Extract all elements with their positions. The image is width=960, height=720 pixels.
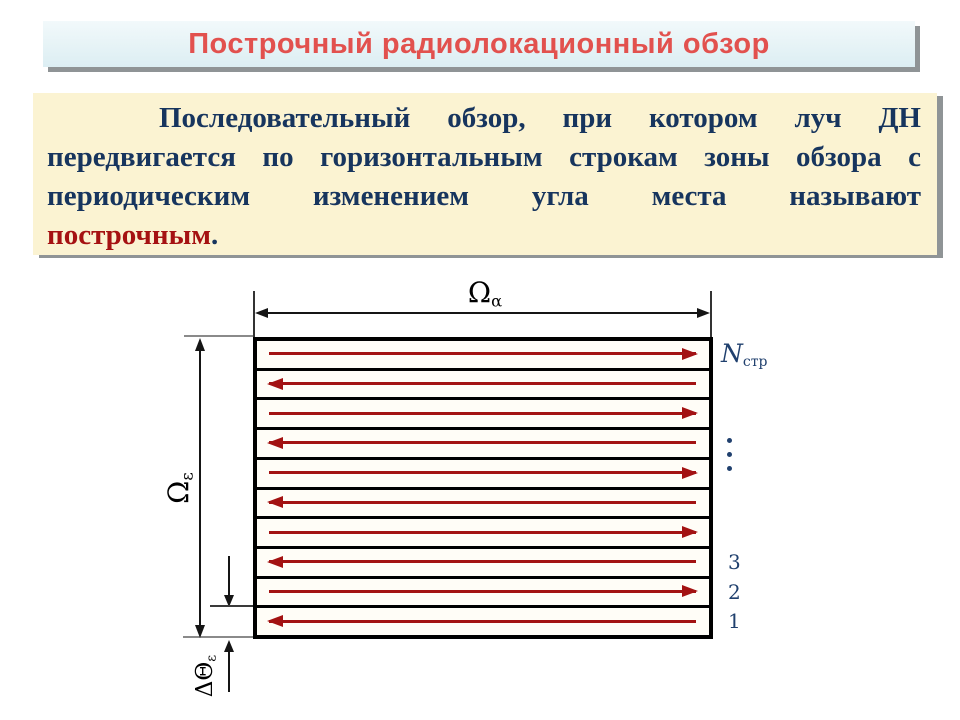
dtheta-base: ΔΘ — [192, 661, 218, 698]
scan-row — [257, 371, 709, 401]
title-bar — [43, 21, 915, 67]
beam-arrow-right-icon — [269, 531, 696, 534]
width-dimension-line — [258, 312, 698, 314]
scan-row — [257, 400, 709, 430]
dtheta-sub: ε — [204, 654, 220, 662]
scan-row — [257, 519, 709, 549]
word: называют — [789, 180, 921, 212]
scan-row — [257, 490, 709, 520]
word: обзора — [796, 141, 882, 173]
beam-arrow-left-icon — [269, 501, 696, 504]
beam-arrow-right-icon — [269, 471, 696, 474]
extension-line-row-boundary — [210, 605, 253, 607]
row-count-label — [721, 339, 767, 370]
scan-row — [257, 430, 709, 460]
scan-zone-rect — [253, 337, 713, 639]
scan-row — [257, 341, 709, 371]
word: изменением — [312, 180, 470, 212]
word: горизонтальным — [320, 141, 543, 173]
extension-line-top — [184, 335, 253, 337]
height-arrowhead-down-icon — [195, 625, 205, 638]
word: периодическим — [47, 180, 251, 212]
scan-row — [257, 579, 709, 609]
omega-alpha-base: Ω — [467, 276, 492, 309]
height-arrowhead-up-icon — [195, 338, 205, 351]
word: места — [651, 180, 727, 212]
row-number-3: 3 — [728, 550, 741, 574]
word: Последовательный — [159, 102, 411, 134]
row-height-arrowhead-up-icon — [224, 640, 234, 652]
azimuth-width-label — [440, 276, 530, 311]
definition-line — [47, 99, 921, 138]
row-number-2: 2 — [728, 580, 741, 604]
beam-arrow-left-icon — [269, 382, 696, 385]
dimension-tick-right — [710, 291, 712, 337]
word: при — [562, 102, 613, 134]
beam-arrow-left-icon — [269, 441, 696, 444]
omega-eps-sub: ε — [177, 472, 197, 481]
elevation-width-label — [162, 453, 197, 523]
omega-alpha-sub: α — [491, 291, 503, 311]
definition-box — [33, 93, 937, 255]
omega-eps-base: Ω — [162, 480, 195, 504]
word: обзор, — [447, 102, 526, 134]
word: по — [262, 141, 294, 173]
scan-row — [257, 460, 709, 490]
word: угла — [531, 180, 589, 212]
row-height-upper-line — [228, 556, 230, 596]
definition-line — [47, 177, 921, 216]
row-height-lower-line — [228, 650, 230, 692]
word: передвигается — [47, 141, 236, 173]
dot-icon — [727, 452, 732, 457]
dot-icon — [727, 466, 732, 471]
ellipsis-dots-icon — [727, 438, 732, 471]
definition-line — [47, 138, 921, 177]
beam-arrow-right-icon — [269, 412, 696, 415]
extension-line-bottom — [183, 636, 253, 638]
word: котором — [648, 102, 758, 134]
page-title: Построчный радиолокационный обзор — [188, 27, 770, 60]
word: . — [211, 219, 219, 251]
word: луч — [794, 102, 842, 134]
dot-icon — [727, 438, 732, 443]
width-arrowhead-right-icon — [697, 308, 710, 318]
beam-arrow-left-icon — [269, 620, 696, 623]
highlight-word: построчным — [47, 219, 212, 251]
beam-width-label — [192, 642, 220, 710]
scan-row — [257, 549, 709, 579]
word: с — [908, 141, 921, 173]
beam-arrow-right-icon — [269, 590, 696, 593]
beam-arrow-left-icon — [269, 560, 696, 563]
nstr-sub: стр — [742, 354, 768, 371]
nstr-base: N — [721, 339, 743, 368]
row-number-1: 1 — [728, 609, 741, 633]
definition-line — [47, 216, 921, 255]
word: зоны — [704, 141, 770, 173]
scan-row — [257, 608, 709, 635]
definition-paragraph — [47, 99, 921, 255]
width-arrowhead-left-icon — [255, 308, 268, 318]
word: строкам — [569, 141, 678, 173]
word: ДН — [878, 102, 921, 134]
beam-arrow-right-icon — [269, 352, 696, 355]
height-dimension-line — [199, 348, 201, 628]
